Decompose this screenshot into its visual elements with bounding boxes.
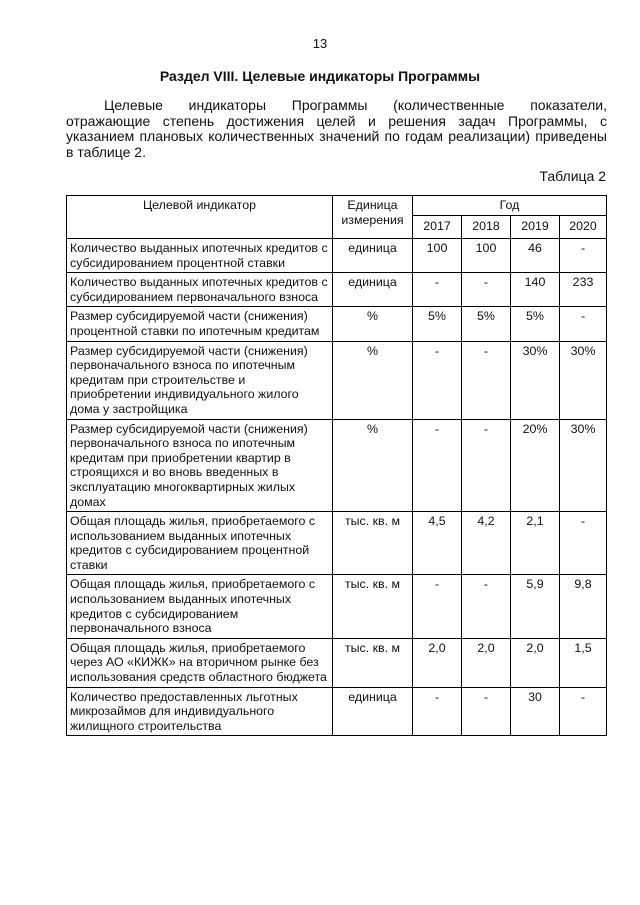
indicator-name: Количество выданных ипотечных кредитов с субсидированием первоначального взноса [67, 273, 333, 307]
header-year-2017: 2017 [413, 216, 462, 239]
indicator-value: - [413, 575, 462, 638]
indicator-value: - [560, 512, 607, 575]
indicator-value: 20% [511, 419, 560, 512]
table-header-row [67, 196, 607, 216]
indicator-unit: тыс. кв. м [333, 638, 413, 687]
header-year-group: Год [413, 196, 607, 216]
indicator-value: 233 [560, 273, 607, 307]
indicator-name: Общая площадь жилья, приобретаемого с использованием выданных ипотечных кредитов с субсидированием процентной ставки [67, 512, 333, 575]
indicator-value: 2,0 [462, 638, 511, 687]
indicator-value: 5% [511, 307, 560, 341]
indicator-value: 1,5 [560, 638, 607, 687]
indicator-value: - [462, 341, 511, 419]
indicator-name: Размер субсидируемой части (снижения) процентной ставки по ипотечным кредитам [67, 307, 333, 341]
indicator-value: 4,5 [413, 512, 462, 575]
header-indicator: Целевой индикатор [67, 196, 333, 239]
indicator-value: 30% [560, 341, 607, 419]
indicator-value: - [413, 419, 462, 512]
table-row [67, 273, 607, 307]
indicator-value: 46 [511, 239, 560, 273]
indicator-value: - [462, 575, 511, 638]
indicator-value: 5% [462, 307, 511, 341]
indicator-value: 5% [413, 307, 462, 341]
indicator-value: - [560, 239, 607, 273]
indicator-value: 100 [462, 239, 511, 273]
target-indicators-table [66, 195, 607, 736]
indicator-value: 9,8 [560, 575, 607, 638]
indicator-value: - [560, 307, 607, 341]
indicator-value: 100 [413, 239, 462, 273]
indicator-name: Общая площадь жилья, приобретаемого с использованием выданных ипотечных кредитов с субсидированием первоначального взноса [67, 575, 333, 638]
table-label: Таблица 2 [539, 168, 606, 184]
indicator-name: Размер субсидируемой части (снижения) первоначального взноса по ипотечным кредитам при строительстве и приобретении индивидуального жилого дома у застройщика [67, 341, 333, 419]
table-row [67, 687, 607, 736]
table-row [67, 512, 607, 575]
indicator-unit: единица [333, 239, 413, 273]
indicator-unit: тыс. кв. м [333, 512, 413, 575]
indicator-value: - [462, 687, 511, 736]
indicator-value: - [462, 419, 511, 512]
header-year-2018: 2018 [462, 216, 511, 239]
header-year-2019: 2019 [511, 216, 560, 239]
indicator-name: Размер субсидируемой части (снижения) первоначального взноса по ипотечным кредитам при приобретении квартир в строящихся и во вновь введенных в эксплуатацию многоквартирных жилых домах [67, 419, 333, 512]
header-year-2020: 2020 [560, 216, 607, 239]
indicator-value: - [462, 273, 511, 307]
table-row [67, 419, 607, 512]
indicator-unit: % [333, 419, 413, 512]
indicator-unit: тыс. кв. м [333, 575, 413, 638]
indicator-value: 4,2 [462, 512, 511, 575]
table-row [67, 638, 607, 687]
indicator-value: - [560, 687, 607, 736]
section-title: Раздел VIII. Целевые индикаторы Программы [159, 68, 481, 84]
header-unit: Единица измерения [333, 196, 413, 239]
indicator-value: 30% [511, 341, 560, 419]
table-row [67, 307, 607, 341]
indicator-name: Количество предоставленных льготных микрозаймов для индивидуального жилищного строительства [67, 687, 333, 736]
indicator-unit: единица [333, 273, 413, 307]
indicator-name: Количество выданных ипотечных кредитов с субсидированием процентной ставки [67, 239, 333, 273]
indicator-value: 2,0 [511, 638, 560, 687]
indicator-value: 140 [511, 273, 560, 307]
intro-paragraph: Целевые индикаторы Программы (количественные показатели, отражающие степень достижения целей и решения задач Программы, с указанием плановых количественных значений по годам реализации) приведены в таблице 2. [66, 97, 607, 160]
table-row [67, 575, 607, 638]
table-row [67, 239, 607, 273]
indicator-unit: % [333, 341, 413, 419]
indicator-unit: % [333, 307, 413, 341]
indicator-value: - [413, 341, 462, 419]
indicator-unit: единица [333, 687, 413, 736]
page-number: 13 [312, 36, 328, 51]
indicator-value: 30 [511, 687, 560, 736]
indicator-value: - [413, 687, 462, 736]
table-row [67, 341, 607, 419]
indicator-value: 2,0 [413, 638, 462, 687]
indicator-value: 30% [560, 419, 607, 512]
indicator-value: 2,1 [511, 512, 560, 575]
indicator-name: Общая площадь жилья, приобретаемого через АО «КИЖК» на вторичном рынке без использования средств областного бюджета [67, 638, 333, 687]
indicator-value: - [413, 273, 462, 307]
indicator-value: 5,9 [511, 575, 560, 638]
